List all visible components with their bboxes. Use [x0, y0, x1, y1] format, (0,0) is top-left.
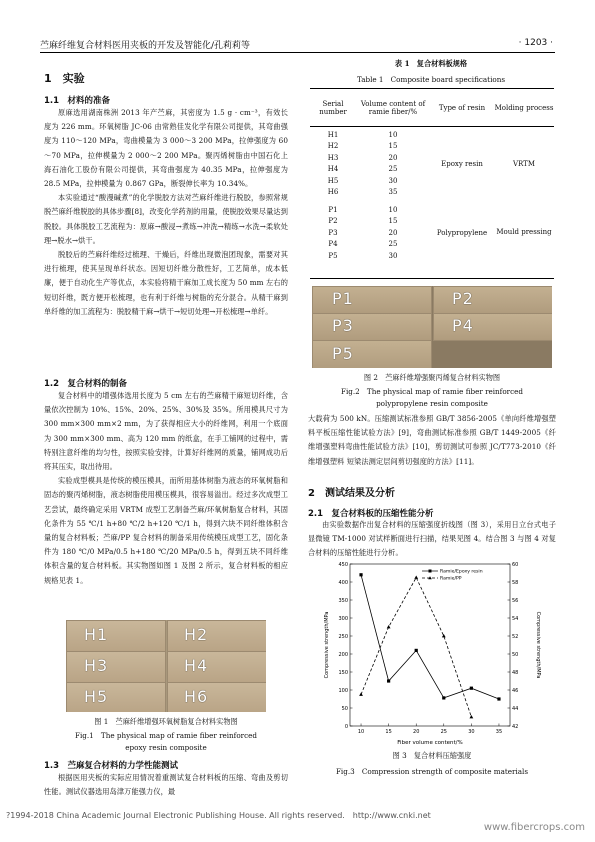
cell-resin-pp: Polypropylene [436, 228, 488, 237]
y-tick-label-left: 300 [338, 615, 348, 622]
site-watermark: www.fibercrops.com [483, 822, 585, 833]
cell-serial: P4 [328, 240, 338, 249]
y-tick-label-left: 350 [338, 597, 348, 604]
right-axis-ticks [508, 562, 519, 730]
x-tick-label: 15 [385, 729, 392, 735]
legend-marker [429, 570, 432, 573]
cell-serial: H3 [327, 153, 339, 162]
y-tick-label-right: 48 [512, 669, 519, 676]
legend-label: Ramie/PP [440, 576, 462, 582]
y-tick-label-right: 60 [512, 561, 519, 568]
section-1-2-title: 1.2 复合材料的制备 [44, 379, 128, 389]
section-1-3-title: 1.3 苎麻复合材料的力学性能测试 [44, 761, 179, 771]
table-header-rule [310, 126, 554, 127]
cell-process-vrtm: VRTM [512, 159, 536, 168]
table-top-rule [310, 88, 554, 89]
table-1-body [310, 129, 554, 262]
sample-label: H4 [184, 656, 209, 675]
data-point-triangle [442, 634, 446, 637]
copyright-footer: ?1994-2018 China Academic Journal Electronic Publishing House. All rights reserved. http://www.cnki.net [6, 811, 431, 820]
section-1-2-body [44, 389, 288, 617]
para-molding: 实验成型模具是传统的模压模具，而所用基体树脂为液态的环氧树脂和固态的聚丙烯树脂，液态树脂使用模压模具，很容易溢出。经过多次成型工艺尝试，最终确定采用 VRTM 成型工艺制备苎麻/环氧树脂复合材料，其固化条件为 55 ℃/1 h+80 ℃/2 h+120 ℃/1 h，得到六块不同纤维体积含量的复合材料板；苎麻/PP 复合材料的制备采用传统模压成型工艺，固化条件为 180 ℃/0 MPa/0.5 h+180 ℃/20 MPa/0.5 h，得到五块不同纤维体积含量的复合材料板。其实物图如图 1 及图 2 所示，复合材料板的相应规格见表 1。 [44, 476, 288, 585]
table-1 [310, 91, 554, 125]
y-tick-label-left: 0 [344, 723, 348, 730]
legend-label: Ramie/Epoxy resin [440, 569, 483, 575]
sample-board [312, 313, 432, 341]
header-serial: Serial number [319, 100, 347, 116]
sample-label: H3 [84, 656, 109, 675]
cell-volume: 15 [388, 142, 398, 151]
figure-3-chart [320, 558, 545, 748]
cell-serial: H5 [327, 176, 339, 185]
cell-volume: 10 [388, 205, 398, 214]
data-point-triangle [359, 693, 363, 696]
figure-2-photo [312, 286, 552, 368]
y-tick-label-right: 56 [512, 597, 519, 604]
figure-2-caption-cn: 图 2 苎麻纤维增强聚丙烯复合材料实物图 [363, 373, 501, 382]
test-standards-body [308, 412, 556, 470]
section-1-1-body [44, 106, 288, 356]
cell-volume: 30 [388, 251, 398, 260]
y-tick-label-right: 42 [512, 723, 519, 730]
page-number: · 1203 · [518, 38, 553, 48]
y-tick-label-left: 200 [338, 651, 348, 658]
cell-serial: H4 [327, 165, 339, 174]
data-point-square [442, 696, 445, 699]
series-line-1 [361, 578, 471, 718]
cell-serial: H2 [327, 142, 339, 151]
y-tick-label-left: 450 [338, 561, 348, 568]
y-tick-label-left: 50 [341, 705, 348, 712]
plot-frame [350, 564, 510, 726]
header-process: Molding process [494, 104, 554, 112]
y-tick-label-left: 250 [338, 633, 348, 640]
figure-1-caption-en-2: epoxy resin composite [125, 743, 207, 752]
figure-1-caption-cn: 图 1 苎麻纤维增强环氧树脂复合材料实物图 [94, 717, 238, 726]
running-title: 苎麻纤维复合材料医用夹板的开发及智能化/孔莉莉等 [40, 41, 251, 51]
x-tick-label: 35 [495, 729, 503, 735]
section-1-1-title: 1.1 材料的准备 [44, 96, 111, 106]
sample-label: P5 [332, 344, 354, 363]
cell-volume: 25 [388, 240, 398, 249]
x-tick-label: 10 [357, 729, 365, 735]
header-resin: Type of resin [438, 104, 486, 112]
sample-board [167, 651, 266, 683]
y-tick-label-left: 400 [338, 579, 348, 586]
cell-volume: 10 [388, 130, 398, 139]
figure-3-caption-cn: 图 3 复合材料压缩强度 [392, 751, 472, 760]
sample-label: P1 [332, 289, 354, 308]
y-tick-label-right: 54 [512, 615, 519, 622]
para-compression-analysis: 由实验数据作出复合材料的压缩强度折线图（图 3），采用日立台式电子显微镜 TM-1000 对试样断面进行扫描，结果见图 4。结合图 3 与图 4 对复合材料的压缩性能进行分析。 [308, 520, 556, 558]
x-axis-ticks [358, 724, 502, 736]
chart-legend [422, 569, 483, 582]
figure-3-caption-en: Fig.3 Compression strength of composite materials [335, 767, 529, 776]
sample-board [66, 651, 166, 683]
y-tick-label-right: 50 [512, 651, 519, 658]
sample-board [312, 286, 432, 314]
header-volume: Volume content of ramie fiber/% [360, 100, 426, 116]
table-bottom-rule [310, 278, 554, 279]
cell-serial: P1 [328, 205, 338, 214]
para-reinforcement: 复合材料中的增强体选用长度为 5 cm 左右的苎麻精干麻短切纤维，含量依次控制为 10%、15%、20%、25%、30%及 35%。所用模具尺寸为 300 mm×300 mm×2 mm，为了获得相应大小的纤维网，利用一个底面为 300 mm×300 mm、高为 120 mm 的纸盒，在手工铺网的过程中，需特别注意纤维的均匀性，按照实验安排，计算好纤维网的质量，铺网成功后将其压实，取出待用。 [44, 391, 288, 472]
table-1-title-cn: 表 1 复合材料板规格 [394, 59, 468, 68]
cell-volume: 15 [388, 217, 398, 226]
header-rule [40, 52, 555, 53]
data-point-square [497, 697, 500, 700]
cell-volume: 20 [388, 153, 398, 162]
data-point-triangle [387, 625, 391, 628]
series-line-0 [361, 575, 499, 699]
y-tick-label-right: 46 [512, 687, 519, 694]
cell-serial: P3 [328, 228, 338, 237]
cell-serial: H6 [327, 188, 339, 197]
y-tick-label-left: 100 [338, 687, 348, 694]
left-axis-ticks [338, 562, 352, 730]
section-2-1-body [308, 518, 556, 562]
sample-label: P3 [332, 316, 354, 335]
figure-1-caption-en: Fig.1 The physical map of ramie fiber reinforced [75, 731, 257, 740]
para-materials: 原麻选用湖南株洲 2013 年产苎麻，其密度为 1.5 g · cm⁻³，有效长度为 226 mm。环氧树脂 JC-06 由常熟佳发化学有限公司提供，其弯曲强度为 110～120 MPa，弯曲模量为 3 000～3 200 MPa，拉伸强度为 60～70 MPa，拉伸模量为 2 000～2 200 MPa。聚丙烯树脂由中国石化上海石油化工股份有限公司提供，其弯曲强度为 40.35 MPa，拉伸强度为 28.5 MPa，拉伸模量为 0.867 GPa，断裂伸长率为 10.34%。 [44, 108, 288, 189]
table-1-title-en: Table 1 Composite board specifications [356, 75, 506, 84]
sample-label: H1 [84, 625, 109, 644]
data-point-triangle [414, 576, 418, 579]
sample-label: H5 [84, 687, 109, 706]
cell-volume: 35 [388, 188, 398, 197]
sample-board [433, 313, 552, 341]
series-group [359, 573, 500, 718]
section-2-title: 2 测试结果及分析 [308, 488, 395, 499]
sample-board [167, 620, 266, 652]
table-row [310, 129, 554, 141]
data-point-square [470, 687, 473, 690]
figure-2-caption-en: Fig.2 The physical map of ramie fiber reinforced [341, 387, 523, 396]
sample-board [66, 620, 166, 652]
y-tick-label-left: 150 [338, 669, 348, 676]
figure-1-photo [66, 620, 266, 712]
section-1-title: 1 实验 [44, 72, 85, 85]
cell-resin-epoxy: Epoxy resin [441, 159, 483, 168]
y-axis-label-right: Compressive strength/MPa [535, 611, 541, 679]
cell-volume: 20 [388, 228, 398, 237]
data-point-square [387, 679, 390, 682]
para-fiber-processing: 脱胶后的苎麻纤维经过梳理、干燥后，纤维出现微泡团现象，需要对其进行梳理，使其呈现单纤状态。因短切纤维分散性好，工艺简单，成本低廉，便于自动化生产等优点，本实验将精干麻加工成长度为 50 mm 左右的短切纤维，既方便开松梳理，也有利于纤维与树脂的充分混合。从精干麻到单纤维的加工流程为：脱胶精干麻→烘干→短切处理→开松梳理→单纤。 [44, 250, 288, 316]
data-point-triangle [469, 715, 473, 718]
cell-volume: 30 [388, 176, 398, 185]
section-2-1-title: 2.1 复合材料板的压缩性能分析 [308, 509, 434, 519]
cell-serial: H1 [327, 130, 339, 139]
table-header-row [310, 91, 554, 125]
cell-serial: P5 [328, 251, 338, 260]
para-degumming: 本实验通过“酸漫碱煮”的化学脱胶方法对苎麻纤维进行脱胶，参照常规脱苎麻纤维脱胶的具体步骤[8]，改变化学药剂的用量，使脱胶效果尽量达到脱胶。具体脱胶工艺流程为：原麻→酸浸→煮练→冲洗→精练→水洗→柔软处理→脱水→烘干。 [44, 193, 288, 245]
sample-label: H2 [184, 625, 209, 644]
para-test-standards: 大载荷为 500 kN。压缩测试标准参照 GB/T 3856-2005《单向纤维增强塑料平板压缩性能试验方法》[9]，弯曲测试标准参照 GB/T 1449-2005《纤维增强塑料弯曲性能试验方法》[10]，剪切测试可参照 JC/T773-2010《纤维增强塑料 短梁法测定层间剪切强度的方法》[11]。 [308, 414, 556, 466]
sample-board [433, 286, 552, 314]
sample-board [312, 340, 432, 368]
x-tick-label: 25 [440, 729, 447, 735]
sample-board [66, 682, 166, 712]
cell-volume: 25 [388, 165, 398, 174]
sample-label: P2 [452, 289, 474, 308]
sample-board [167, 682, 266, 712]
x-axis-label: Fiber volume content/% [397, 740, 463, 746]
y-axis-label-left: Compressive strength/MPa [324, 611, 330, 679]
data-point-square [415, 649, 418, 652]
cell-process-mould: Mould pressing [496, 228, 552, 237]
y-tick-label-right: 44 [512, 705, 519, 712]
y-tick-label-right: 58 [512, 579, 519, 586]
table-row [310, 204, 554, 216]
cell-serial: P2 [328, 217, 338, 226]
sample-label: P4 [452, 316, 474, 335]
x-tick-label: 20 [413, 729, 420, 735]
section-1-3-body [44, 771, 288, 801]
data-point-square [359, 573, 362, 576]
x-tick-label: 30 [468, 729, 475, 735]
para-mechanical-test: 根据医用夹板的实际应用情况着重测试复合材料板的压缩、弯曲及剪切性能。测试仪器选用岛津万能强力仪，最 [44, 773, 288, 797]
sample-label: H6 [184, 687, 209, 706]
figure-2-caption-en-2: polypropylene resin composite [376, 399, 488, 408]
y-tick-label-right: 52 [512, 633, 519, 640]
